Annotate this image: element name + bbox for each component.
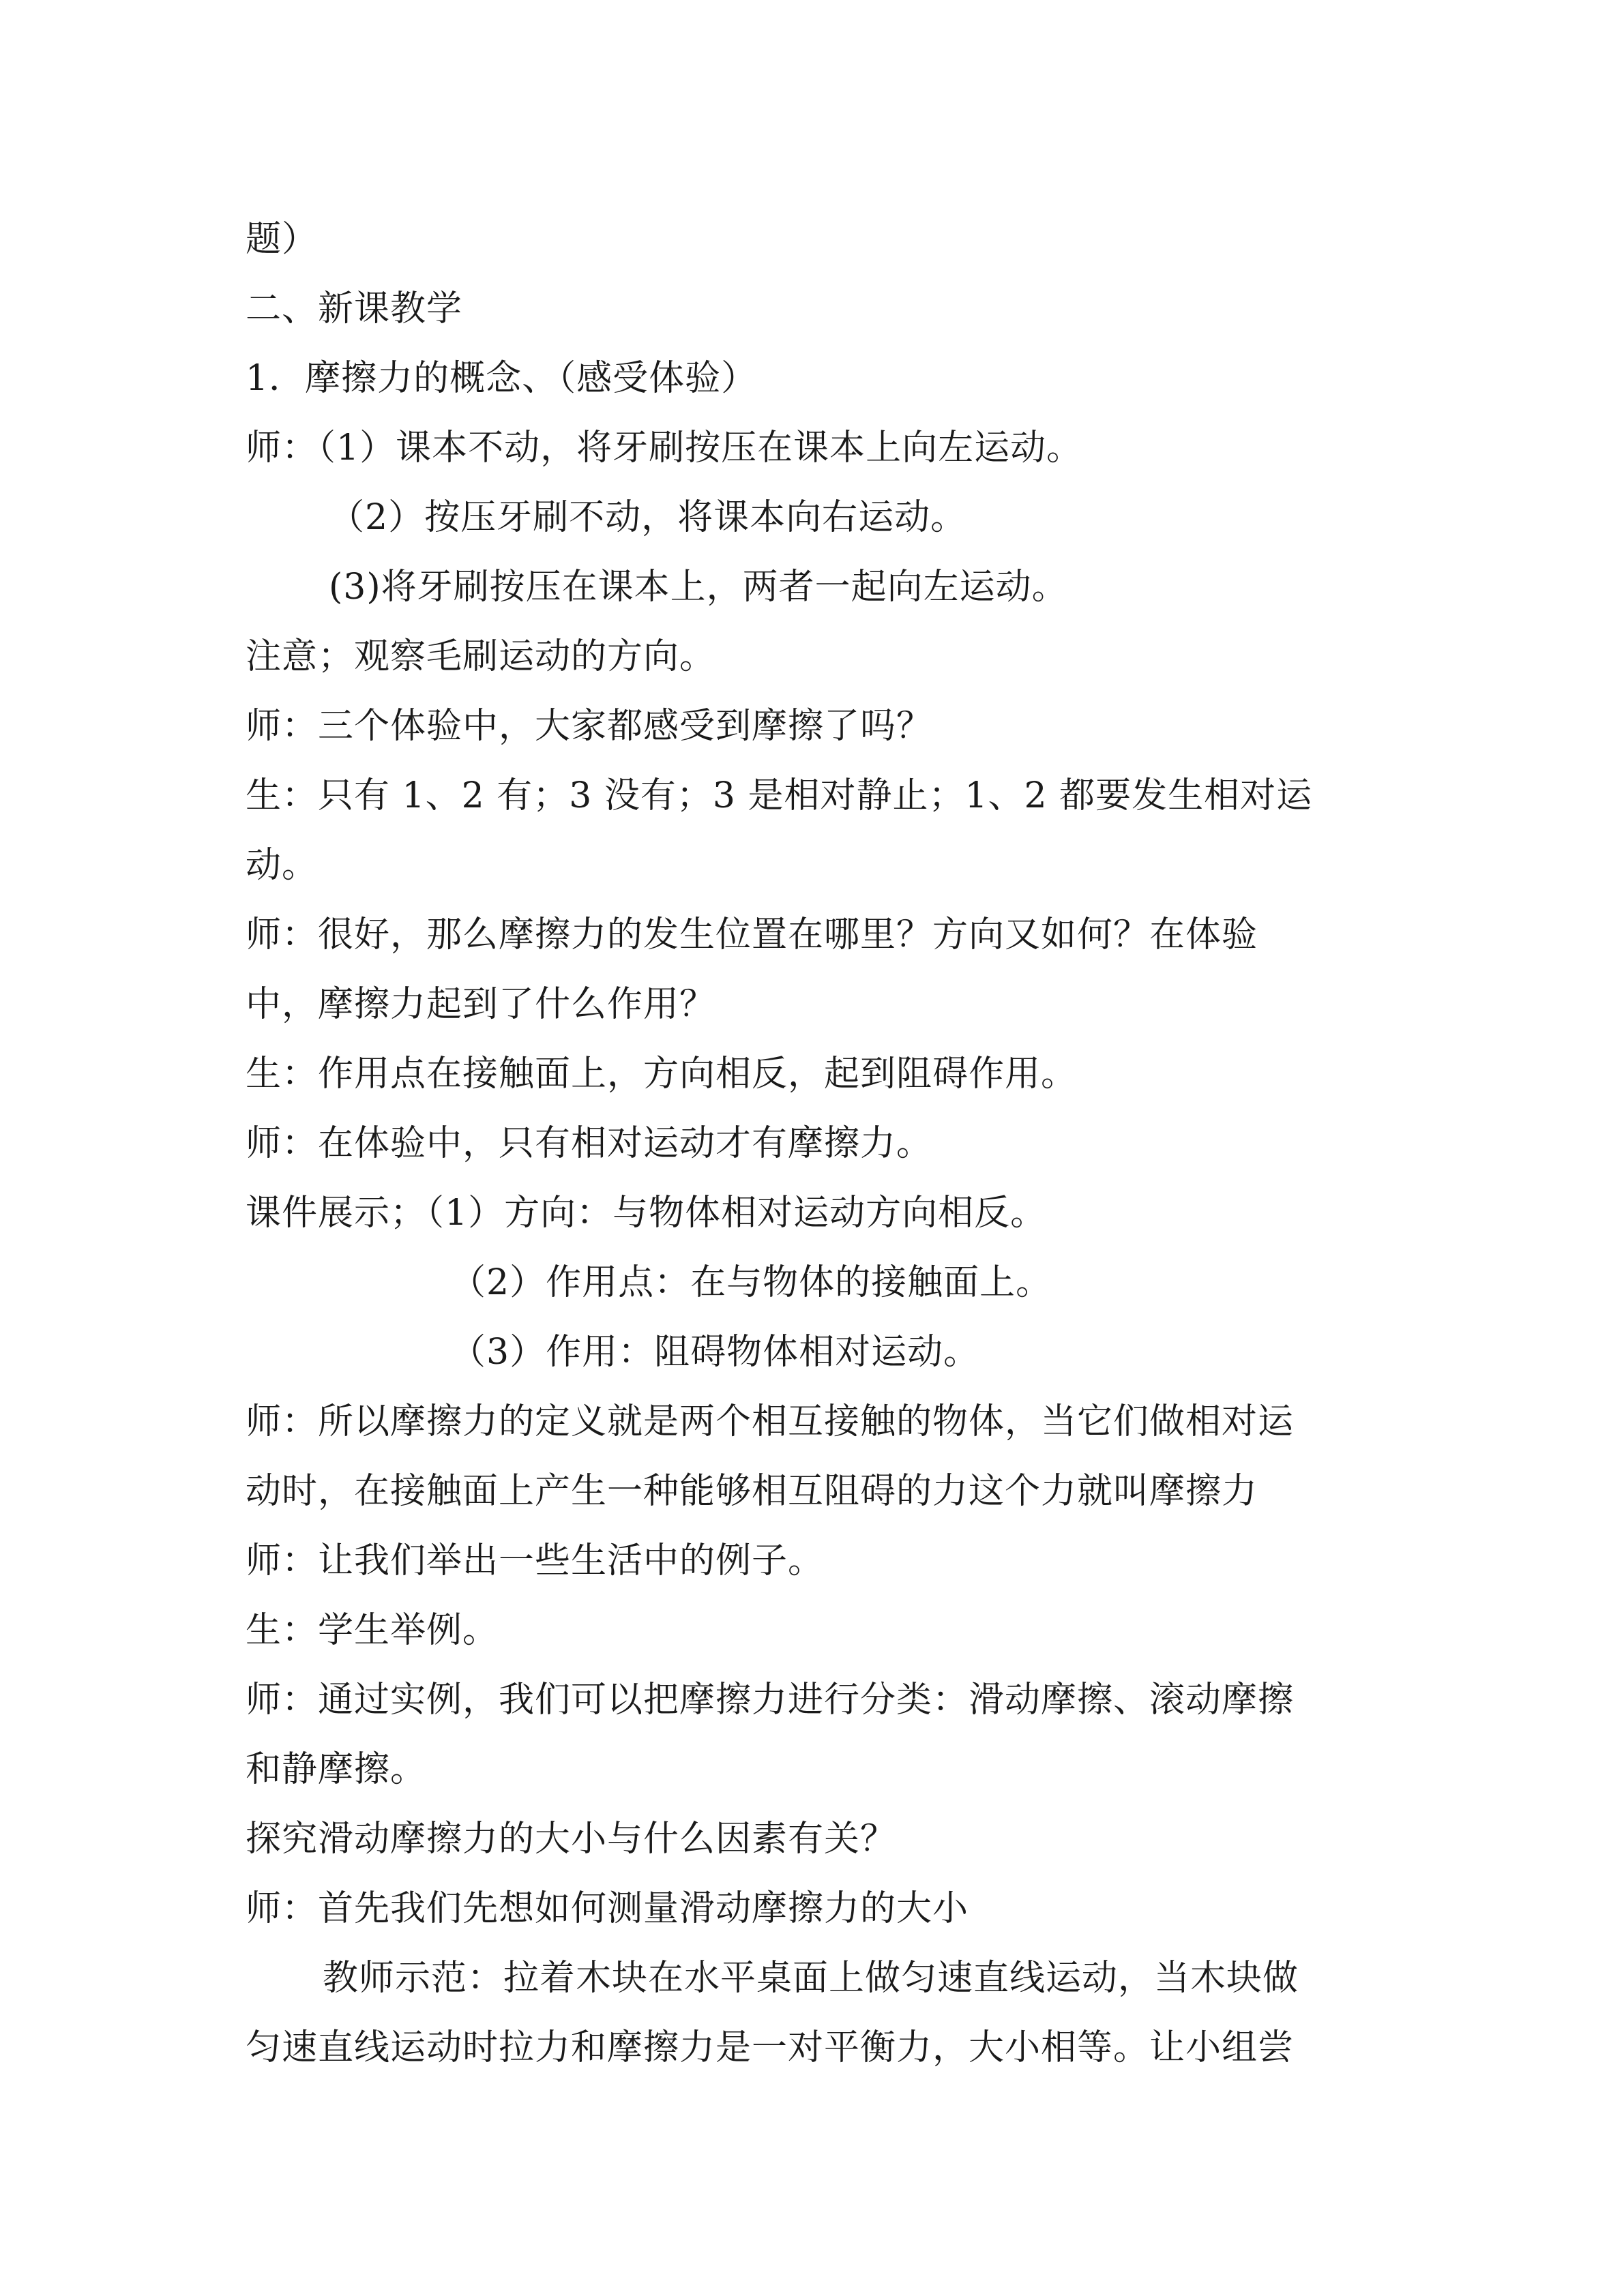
text-line: 探究滑动摩擦力的大小与什么因素有关？	[246, 1819, 897, 1860]
text-line: 中，摩擦力起到了什么作用？	[246, 984, 716, 1025]
text-line: （3）作用：阻碍物体相对运动。	[450, 1332, 980, 1373]
text-line: 师：所以摩擦力的定义就是两个相互接触的物体，当它们做相对运	[246, 1401, 1295, 1442]
text-line: （2）按压牙刷不动，将课本向右运动。	[329, 497, 967, 538]
text-line: 生：只有 1、2 有；3 没有；3 是相对静止；1、2 都要发生相对运	[246, 775, 1313, 816]
text-line: 生：作用点在接触面上，方向相反，起到阻碍作用。	[246, 1054, 1078, 1094]
subsection-heading: 1．摩擦力的概念、（感受体验）	[246, 358, 758, 399]
text-line: （2）作用点：在与物体的接触面上。	[450, 1262, 1052, 1303]
text-line: 匀速直线运动时拉力和摩擦力是一对平衡力，大小相等。让小组尝	[246, 2027, 1295, 2068]
text-line: 师：让我们举出一些生活中的例子。	[246, 1540, 825, 1581]
text-line: 师：（1）课本不动，将牙刷按压在课本上向左运动。	[246, 428, 1083, 468]
text-line: 动时，在接触面上产生一种能够相互阻碍的力这个力就叫摩擦力	[246, 1471, 1258, 1512]
text-line: 教师示范：拉着木块在水平桌面上做匀速直线运动，当木块做	[323, 1958, 1299, 1999]
text-line: 动。	[246, 845, 319, 886]
text-line: 师：三个体验中，大家都感受到摩擦了吗？	[246, 706, 933, 747]
text-line: 题）	[246, 219, 319, 260]
text-line: 师：通过实例，我们可以把摩擦力进行分类：滑动摩擦、滚动摩擦	[246, 1680, 1295, 1720]
text-line: 注意；观察毛刷运动的方向。	[246, 636, 716, 677]
document-body	[246, 205, 1378, 2083]
text-line: 生：学生举例。	[246, 1610, 499, 1651]
text-line: 师：首先我们先想如何测量滑动摩擦力的大小	[246, 1888, 969, 1929]
text-line: (3)将牙刷按压在课本上，两者一起向左运动。	[329, 567, 1068, 608]
section-heading: 二、新课教学	[246, 288, 463, 329]
text-line: 师：很好，那么摩擦力的发生位置在哪里？方向又如何？在体验	[246, 914, 1258, 955]
text-line: 课件展示；（1）方向：与物体相对运动方向相反。	[246, 1193, 1047, 1234]
text-line: 和静摩擦。	[246, 1749, 427, 1790]
text-line: 师：在体验中，只有相对运动才有摩擦力。	[246, 1123, 933, 1164]
